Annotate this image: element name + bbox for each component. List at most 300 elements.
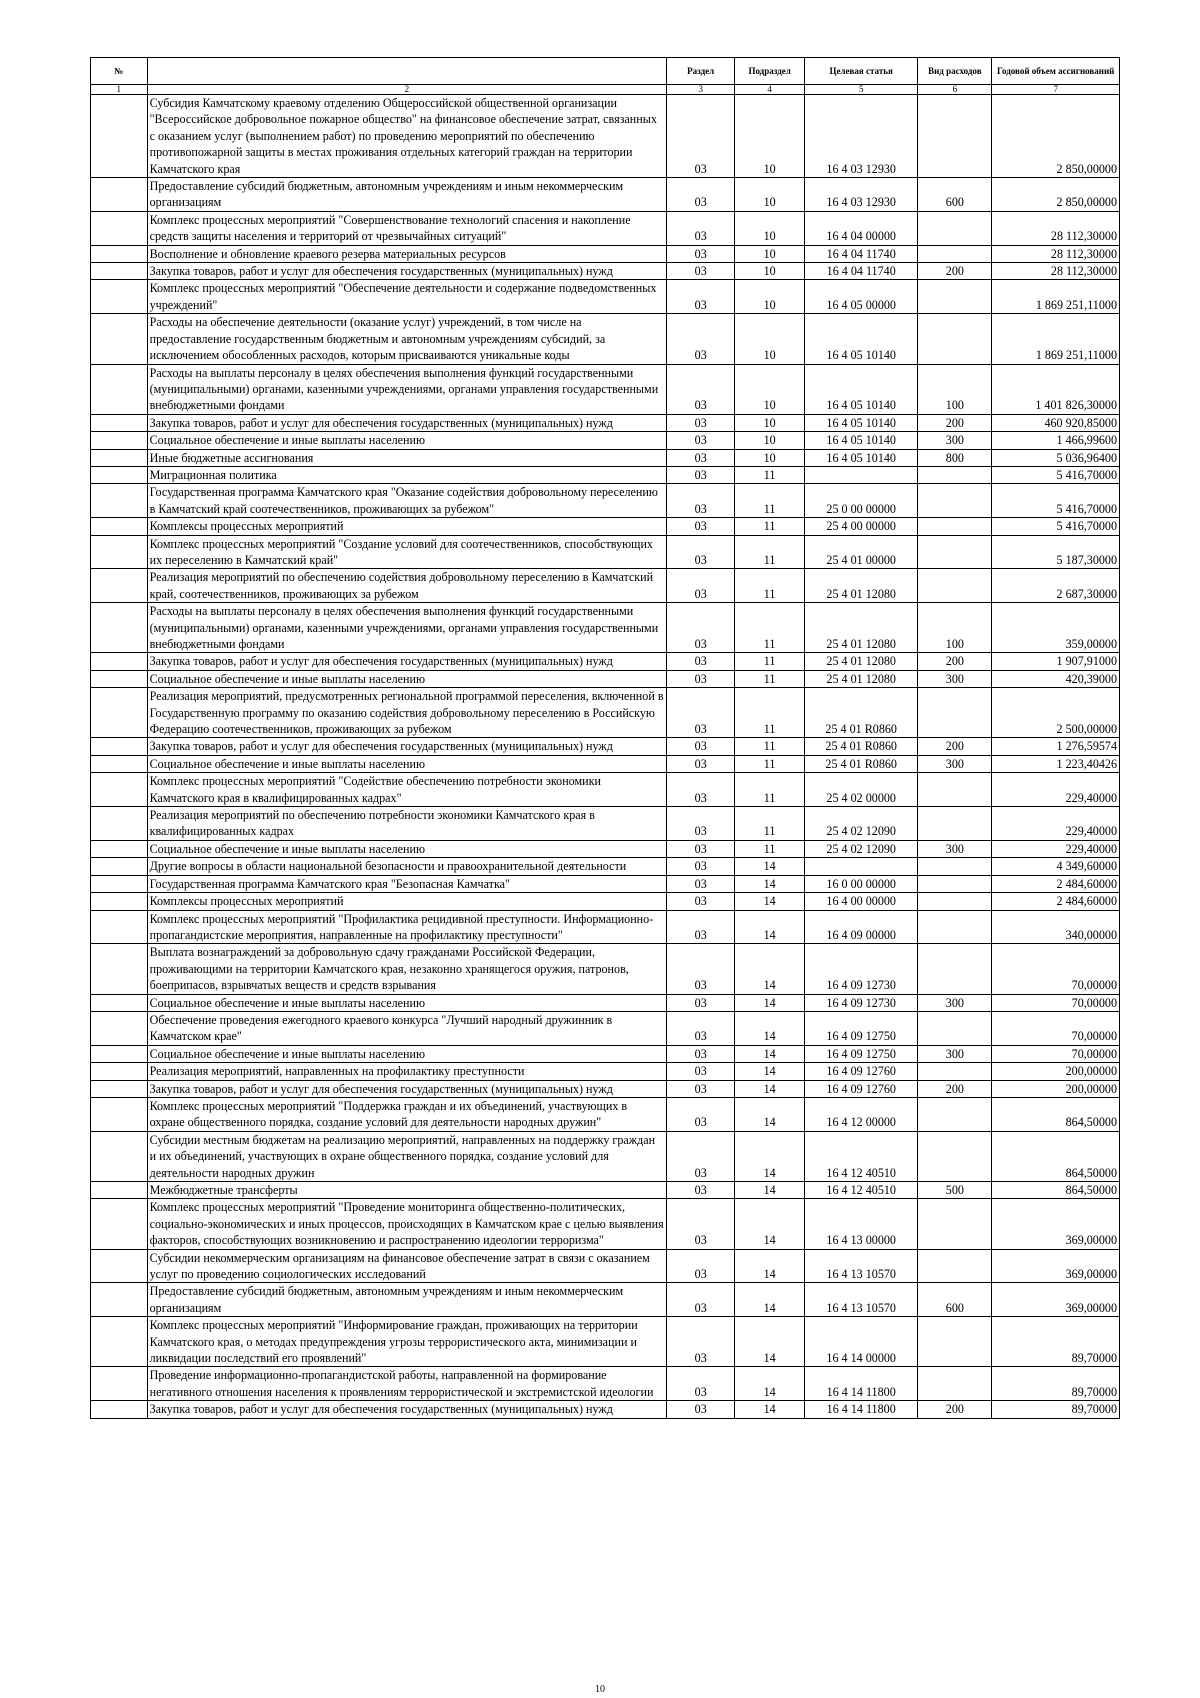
row-target-cell: 16 4 14 11800 xyxy=(805,1401,918,1418)
row-number-cell xyxy=(91,1097,148,1131)
table-row xyxy=(91,603,1120,653)
row-target-cell: 16 4 09 12750 xyxy=(805,1045,918,1062)
row-subsection-cell: 14 xyxy=(735,1182,805,1199)
table-row xyxy=(91,1080,1120,1097)
row-amount-cell: 369,00000 xyxy=(992,1283,1120,1317)
row-expense-type-cell xyxy=(918,893,992,910)
row-expense-type-cell: 800 xyxy=(918,449,992,466)
row-amount-cell: 200,00000 xyxy=(992,1063,1120,1080)
table-row xyxy=(91,1045,1120,1062)
table-row xyxy=(91,211,1120,245)
row-expense-type-cell xyxy=(918,1317,992,1367)
row-number-cell xyxy=(91,414,148,431)
table-row xyxy=(91,807,1120,841)
row-amount-cell: 1 276,59574 xyxy=(992,738,1120,755)
row-subsection-cell: 14 xyxy=(735,1131,805,1181)
row-amount-cell: 1 869 251,11000 xyxy=(992,280,1120,314)
row-number-cell xyxy=(91,1011,148,1045)
row-expense-type-cell: 600 xyxy=(918,1283,992,1317)
row-expense-type-cell: 600 xyxy=(918,178,992,212)
row-expense-type-cell: 300 xyxy=(918,994,992,1011)
row-name-cell: Субсидии местным бюджетам на реализацию мероприятий, направленных на поддержку граждан и их объединений, участвующих в охране общественного порядка, создание условий для деятельности народных дружин xyxy=(147,1131,667,1181)
row-expense-type-cell xyxy=(918,280,992,314)
row-amount-cell: 5 416,70000 xyxy=(992,484,1120,518)
row-amount-cell: 864,50000 xyxy=(992,1182,1120,1199)
column-index-cell: 1 xyxy=(91,85,148,95)
header-name xyxy=(147,58,667,85)
row-name-cell: Субсидии некоммерческим организациям на финансовое обеспечение затрат в связи с оказанием услуг по проведению социологических исследований xyxy=(147,1249,667,1283)
row-section-cell: 03 xyxy=(667,314,735,364)
row-target-cell: 16 4 12 40510 xyxy=(805,1182,918,1199)
row-number-cell xyxy=(91,314,148,364)
header-subsection: Подраздел xyxy=(735,58,805,85)
row-name-cell: Комплексы процессных мероприятий xyxy=(147,893,667,910)
row-expense-type-cell: 200 xyxy=(918,653,992,670)
row-section-cell: 03 xyxy=(667,1011,735,1045)
row-number-cell xyxy=(91,466,148,483)
row-name-cell: Предоставление субсидий бюджетным, автономным учреждениям и иным некоммерческим организациям xyxy=(147,178,667,212)
row-name-cell: Комплекс процессных мероприятий "Проведение мониторинга общественно-политических, социально-экономических и иных процессов, происходящих в Камчатском крае с целью выявления факторов, способствующих возникновению и распространению идеологии терроризма" xyxy=(147,1199,667,1249)
row-number-cell xyxy=(91,178,148,212)
row-name-cell: Закупка товаров, работ и услуг для обеспечения государственных (муниципальных) нужд xyxy=(147,1080,667,1097)
row-amount-cell: 2 484,60000 xyxy=(992,893,1120,910)
row-subsection-cell: 11 xyxy=(735,755,805,772)
row-amount-cell: 200,00000 xyxy=(992,1080,1120,1097)
budget-table xyxy=(90,57,1120,1419)
row-amount-cell: 1 401 826,30000 xyxy=(992,364,1120,414)
row-subsection-cell: 10 xyxy=(735,449,805,466)
row-subsection-cell: 10 xyxy=(735,211,805,245)
row-name-cell: Закупка товаров, работ и услуг для обеспечения государственных (муниципальных) нужд xyxy=(147,653,667,670)
row-target-cell: 25 4 02 12090 xyxy=(805,840,918,857)
row-subsection-cell: 14 xyxy=(735,1249,805,1283)
row-subsection-cell: 14 xyxy=(735,1063,805,1080)
row-expense-type-cell: 200 xyxy=(918,1401,992,1418)
table-row xyxy=(91,755,1120,772)
row-expense-type-cell xyxy=(918,535,992,569)
row-amount-cell: 369,00000 xyxy=(992,1249,1120,1283)
row-expense-type-cell xyxy=(918,484,992,518)
row-target-cell: 16 4 05 10140 xyxy=(805,449,918,466)
row-name-cell: Социальное обеспечение и иные выплаты населению xyxy=(147,670,667,687)
row-number-cell xyxy=(91,1063,148,1080)
row-subsection-cell: 14 xyxy=(735,875,805,892)
row-name-cell: Закупка товаров, работ и услуг для обеспечения государственных (муниципальных) нужд xyxy=(147,738,667,755)
table-row xyxy=(91,535,1120,569)
row-target-cell: 16 4 04 00000 xyxy=(805,211,918,245)
row-target-cell: 25 4 01 R0860 xyxy=(805,688,918,738)
row-section-cell: 03 xyxy=(667,245,735,262)
row-subsection-cell: 10 xyxy=(735,178,805,212)
row-name-cell: Субсидия Камчатскому краевому отделению Общероссийской общественной организации "Всероссийское добровольное пожарное общество" на финансовое обеспечение затрат, связанных с оказанием услуг (выполнением работ) по проведению мероприятий по обеспечению противопожарной защиты в местах проживания отдельных категорий граждан на территории Камчатского края xyxy=(147,95,667,178)
row-number-cell xyxy=(91,688,148,738)
row-target-cell: 16 4 09 12760 xyxy=(805,1063,918,1080)
row-target-cell: 16 0 00 00000 xyxy=(805,875,918,892)
row-target-cell: 25 4 01 12080 xyxy=(805,653,918,670)
row-amount-cell: 2 850,00000 xyxy=(992,178,1120,212)
row-number-cell xyxy=(91,1131,148,1181)
row-number-cell xyxy=(91,1249,148,1283)
row-amount-cell: 28 112,30000 xyxy=(992,245,1120,262)
row-number-cell xyxy=(91,1182,148,1199)
header-annual-amount: Годовой объем ассигнований xyxy=(992,58,1120,85)
row-expense-type-cell: 200 xyxy=(918,1080,992,1097)
row-number-cell xyxy=(91,432,148,449)
table-row xyxy=(91,1063,1120,1080)
row-target-cell: 16 4 14 11800 xyxy=(805,1367,918,1401)
row-name-cell: Социальное обеспечение и иные выплаты населению xyxy=(147,840,667,857)
row-expense-type-cell xyxy=(918,944,992,994)
row-number-cell xyxy=(91,840,148,857)
row-name-cell: Расходы на выплаты персоналу в целях обеспечения выполнения функций государственными (муниципальными) органами, казенными учреждениями, органами управления государственными внебюджетными фондами xyxy=(147,603,667,653)
row-target-cell: 16 4 12 40510 xyxy=(805,1131,918,1181)
row-subsection-cell: 10 xyxy=(735,432,805,449)
row-expense-type-cell: 300 xyxy=(918,1045,992,1062)
row-name-cell: Проведение информационно-пропагандистской работы, направленной на формирование негативного отношения населения к проявлениям террористической и экстремистской идеологии xyxy=(147,1367,667,1401)
row-section-cell: 03 xyxy=(667,484,735,518)
row-section-cell: 03 xyxy=(667,466,735,483)
row-section-cell: 03 xyxy=(667,518,735,535)
row-target-cell: 25 4 01 R0860 xyxy=(805,755,918,772)
row-subsection-cell: 14 xyxy=(735,1080,805,1097)
row-section-cell: 03 xyxy=(667,178,735,212)
row-name-cell: Государственная программа Камчатского края "Оказание содействия добровольному переселению в Камчатский край соотечественников, проживающих за рубежом" xyxy=(147,484,667,518)
row-section-cell: 03 xyxy=(667,1131,735,1181)
row-target-cell: 16 4 05 10140 xyxy=(805,364,918,414)
table-row xyxy=(91,994,1120,1011)
row-name-cell: Реализация мероприятий, предусмотренных региональной программой переселения, включенной в Государственную программу по оказанию содействия добровольному переселению в Российскую Федерацию соотечественников, проживающих за рубежом xyxy=(147,688,667,738)
row-subsection-cell: 10 xyxy=(735,263,805,280)
row-subsection-cell: 10 xyxy=(735,95,805,178)
header-expense-type: Вид расходов xyxy=(918,58,992,85)
column-index-cell: 7 xyxy=(992,85,1120,95)
row-expense-type-cell xyxy=(918,1367,992,1401)
row-section-cell: 03 xyxy=(667,603,735,653)
row-expense-type-cell xyxy=(918,910,992,944)
row-section-cell: 03 xyxy=(667,840,735,857)
row-target-cell: 16 4 12 00000 xyxy=(805,1097,918,1131)
row-expense-type-cell: 300 xyxy=(918,755,992,772)
row-expense-type-cell: 200 xyxy=(918,263,992,280)
row-number-cell xyxy=(91,1317,148,1367)
row-target-cell: 25 0 00 00000 xyxy=(805,484,918,518)
row-amount-cell: 229,40000 xyxy=(992,840,1120,857)
row-expense-type-cell xyxy=(918,466,992,483)
row-target-cell: 25 4 01 12080 xyxy=(805,670,918,687)
row-number-cell xyxy=(91,755,148,772)
row-name-cell: Закупка товаров, работ и услуг для обеспечения государственных (муниципальных) нужд xyxy=(147,1401,667,1418)
row-name-cell: Государственная программа Камчатского края "Безопасная Камчатка" xyxy=(147,875,667,892)
column-index-cell: 2 xyxy=(147,85,667,95)
row-subsection-cell: 14 xyxy=(735,893,805,910)
table-row xyxy=(91,263,1120,280)
table-row xyxy=(91,569,1120,603)
table-row xyxy=(91,773,1120,807)
row-section-cell: 03 xyxy=(667,893,735,910)
row-target-cell: 16 4 05 00000 xyxy=(805,280,918,314)
row-subsection-cell: 14 xyxy=(735,1317,805,1367)
row-target-cell: 16 4 05 10140 xyxy=(805,432,918,449)
row-section-cell: 03 xyxy=(667,688,735,738)
row-subsection-cell: 14 xyxy=(735,944,805,994)
row-target-cell: 16 4 09 00000 xyxy=(805,910,918,944)
row-name-cell: Межбюджетные трансферты xyxy=(147,1182,667,1199)
row-number-cell xyxy=(91,280,148,314)
table-row xyxy=(91,840,1120,857)
row-expense-type-cell xyxy=(918,1063,992,1080)
column-index-cell: 4 xyxy=(735,85,805,95)
row-subsection-cell: 11 xyxy=(735,518,805,535)
table-row xyxy=(91,95,1120,178)
row-section-cell: 03 xyxy=(667,1182,735,1199)
row-amount-cell: 420,39000 xyxy=(992,670,1120,687)
row-section-cell: 03 xyxy=(667,773,735,807)
row-amount-cell: 2 850,00000 xyxy=(992,95,1120,178)
row-expense-type-cell: 100 xyxy=(918,364,992,414)
row-name-cell: Другие вопросы в области национальной безопасности и правоохранительной деятельности xyxy=(147,858,667,875)
table-row xyxy=(91,1011,1120,1045)
row-subsection-cell: 14 xyxy=(735,1045,805,1062)
table-row xyxy=(91,178,1120,212)
table-row xyxy=(91,280,1120,314)
row-name-cell: Реализация мероприятий, направленных на профилактику преступности xyxy=(147,1063,667,1080)
row-subsection-cell: 14 xyxy=(735,858,805,875)
row-target-cell: 25 4 01 12080 xyxy=(805,569,918,603)
row-name-cell: Комплекс процессных мероприятий "Поддержка граждан и их объединений, участвующих в охране общественного порядка, создание условий для деятельности народных дружин" xyxy=(147,1097,667,1131)
row-target-cell: 16 4 05 10140 xyxy=(805,314,918,364)
row-section-cell: 03 xyxy=(667,858,735,875)
row-target-cell: 16 4 09 12730 xyxy=(805,944,918,994)
row-amount-cell: 5 036,96400 xyxy=(992,449,1120,466)
row-number-cell xyxy=(91,875,148,892)
table-row xyxy=(91,893,1120,910)
row-target-cell: 16 4 13 10570 xyxy=(805,1249,918,1283)
row-number-cell xyxy=(91,1080,148,1097)
row-amount-cell: 1 223,40426 xyxy=(992,755,1120,772)
row-number-cell xyxy=(91,1401,148,1418)
row-section-cell: 03 xyxy=(667,994,735,1011)
row-name-cell: Комплекс процессных мероприятий "Содействие обеспечению потребности экономики Камчатского края в квалифицированных кадрах" xyxy=(147,773,667,807)
table-row xyxy=(91,1401,1120,1418)
row-amount-cell: 340,00000 xyxy=(992,910,1120,944)
table-row xyxy=(91,670,1120,687)
row-expense-type-cell xyxy=(918,688,992,738)
table-body xyxy=(91,95,1120,1419)
table-row xyxy=(91,944,1120,994)
row-section-cell: 03 xyxy=(667,95,735,178)
row-number-cell xyxy=(91,211,148,245)
row-amount-cell: 70,00000 xyxy=(992,1011,1120,1045)
row-number-cell xyxy=(91,535,148,569)
table-header xyxy=(91,58,1120,95)
row-expense-type-cell xyxy=(918,569,992,603)
row-name-cell: Миграционная политика xyxy=(147,466,667,483)
row-subsection-cell: 14 xyxy=(735,910,805,944)
row-section-cell: 03 xyxy=(667,1063,735,1080)
row-section-cell: 03 xyxy=(667,280,735,314)
row-number-cell xyxy=(91,484,148,518)
row-target-cell: 16 4 05 10140 xyxy=(805,414,918,431)
row-target-cell: 25 4 02 12090 xyxy=(805,807,918,841)
row-target-cell: 25 4 01 00000 xyxy=(805,535,918,569)
row-subsection-cell: 11 xyxy=(735,603,805,653)
table-row xyxy=(91,1131,1120,1181)
row-expense-type-cell: 300 xyxy=(918,432,992,449)
row-name-cell: Комплекс процессных мероприятий "Информирование граждан, проживающих на территории Камчатского края, о методах предупреждения угрозы террористического акта, минимизации и ликвидации последствий его проявлений" xyxy=(147,1317,667,1367)
row-target-cell xyxy=(805,858,918,875)
row-name-cell: Реализация мероприятий по обеспечению содействия добровольному переселению в Камчатский край, соотечественников, проживающих за рубежом xyxy=(147,569,667,603)
row-amount-cell: 70,00000 xyxy=(992,994,1120,1011)
row-number-cell xyxy=(91,1199,148,1249)
row-amount-cell: 89,70000 xyxy=(992,1367,1120,1401)
row-name-cell: Обеспечение проведения ежегодного краевого конкурса "Лучший народный дружинник в Камчатском крае" xyxy=(147,1011,667,1045)
row-name-cell: Предоставление субсидий бюджетным, автономным учреждениям и иным некоммерческим организациям xyxy=(147,1283,667,1317)
row-subsection-cell: 10 xyxy=(735,314,805,364)
row-amount-cell: 229,40000 xyxy=(992,807,1120,841)
row-name-cell: Реализация мероприятий по обеспечению потребности экономики Камчатского края в квалифицированных кадрах xyxy=(147,807,667,841)
table-row xyxy=(91,1249,1120,1283)
table-row xyxy=(91,518,1120,535)
row-name-cell: Комплекс процессных мероприятий "Совершенствование технологий спасения и накопление средств защиты населения и территорий от чрезвычайных ситуаций" xyxy=(147,211,667,245)
table-row xyxy=(91,1317,1120,1367)
row-expense-type-cell xyxy=(918,773,992,807)
column-index-cell: 6 xyxy=(918,85,992,95)
row-number-cell xyxy=(91,944,148,994)
row-amount-cell: 5 416,70000 xyxy=(992,466,1120,483)
row-subsection-cell: 14 xyxy=(735,994,805,1011)
row-number-cell xyxy=(91,364,148,414)
table-row xyxy=(91,858,1120,875)
row-section-cell: 03 xyxy=(667,1249,735,1283)
row-target-cell: 16 4 03 12930 xyxy=(805,95,918,178)
row-expense-type-cell xyxy=(918,245,992,262)
row-section-cell: 03 xyxy=(667,414,735,431)
row-number-cell xyxy=(91,910,148,944)
row-target-cell: 16 4 14 00000 xyxy=(805,1317,918,1367)
row-subsection-cell: 11 xyxy=(735,807,805,841)
row-expense-type-cell xyxy=(918,1249,992,1283)
row-expense-type-cell: 300 xyxy=(918,840,992,857)
row-amount-cell: 864,50000 xyxy=(992,1131,1120,1181)
row-subsection-cell: 14 xyxy=(735,1199,805,1249)
document-page xyxy=(90,57,1120,1419)
row-subsection-cell: 10 xyxy=(735,280,805,314)
row-number-cell xyxy=(91,738,148,755)
row-amount-cell: 864,50000 xyxy=(992,1097,1120,1131)
row-name-cell: Социальное обеспечение и иные выплаты населению xyxy=(147,1045,667,1062)
row-subsection-cell: 10 xyxy=(735,414,805,431)
row-subsection-cell: 11 xyxy=(735,484,805,518)
row-number-cell xyxy=(91,807,148,841)
row-amount-cell: 89,70000 xyxy=(992,1317,1120,1367)
row-amount-cell: 89,70000 xyxy=(992,1401,1120,1418)
row-section-cell: 03 xyxy=(667,1283,735,1317)
row-amount-cell: 28 112,30000 xyxy=(992,263,1120,280)
row-name-cell: Расходы на обеспечение деятельности (оказание услуг) учреждений, в том числе на предоставление государственным бюджетным и автономным учреждениям субсидий, за исключением обособленных расходов, которым присваиваются уникальные коды xyxy=(147,314,667,364)
row-expense-type-cell xyxy=(918,1199,992,1249)
row-target-cell: 16 4 09 12750 xyxy=(805,1011,918,1045)
table-row xyxy=(91,653,1120,670)
table-row xyxy=(91,910,1120,944)
row-subsection-cell: 14 xyxy=(735,1011,805,1045)
row-section-cell: 03 xyxy=(667,875,735,892)
row-target-cell: 16 4 03 12930 xyxy=(805,178,918,212)
row-amount-cell: 460 920,85000 xyxy=(992,414,1120,431)
row-number-cell xyxy=(91,893,148,910)
row-name-cell: Иные бюджетные ассигнования xyxy=(147,449,667,466)
row-target-cell: 25 4 01 12080 xyxy=(805,603,918,653)
row-expense-type-cell: 500 xyxy=(918,1182,992,1199)
row-expense-type-cell: 200 xyxy=(918,738,992,755)
table-row xyxy=(91,314,1120,364)
row-target-cell: 25 4 02 00000 xyxy=(805,773,918,807)
header-number: № xyxy=(91,58,148,85)
row-target-cell: 25 4 01 R0860 xyxy=(805,738,918,755)
row-expense-type-cell xyxy=(918,858,992,875)
header-target-article: Целевая статья xyxy=(805,58,918,85)
row-subsection-cell: 14 xyxy=(735,1401,805,1418)
row-section-cell: 03 xyxy=(667,449,735,466)
row-subsection-cell: 11 xyxy=(735,653,805,670)
row-section-cell: 03 xyxy=(667,1367,735,1401)
table-row xyxy=(91,245,1120,262)
row-section-cell: 03 xyxy=(667,1199,735,1249)
row-number-cell xyxy=(91,569,148,603)
table-row xyxy=(91,1367,1120,1401)
row-number-cell xyxy=(91,653,148,670)
row-section-cell: 03 xyxy=(667,807,735,841)
row-number-cell xyxy=(91,773,148,807)
row-subsection-cell: 14 xyxy=(735,1283,805,1317)
row-name-cell: Расходы на выплаты персоналу в целях обеспечения выполнения функций государственными (муниципальными) органами, казенными учреждениями, органами управления государственными внебюджетными фондами xyxy=(147,364,667,414)
row-expense-type-cell xyxy=(918,211,992,245)
table-row xyxy=(91,1199,1120,1249)
row-name-cell: Социальное обеспечение и иные выплаты населению xyxy=(147,755,667,772)
row-expense-type-cell xyxy=(918,518,992,535)
table-row xyxy=(91,414,1120,431)
table-row xyxy=(91,432,1120,449)
row-name-cell: Социальное обеспечение и иные выплаты населению xyxy=(147,994,667,1011)
row-expense-type-cell: 200 xyxy=(918,414,992,431)
row-name-cell: Комплексы процессных мероприятий xyxy=(147,518,667,535)
table-row xyxy=(91,1283,1120,1317)
row-section-cell: 03 xyxy=(667,1080,735,1097)
row-subsection-cell: 11 xyxy=(735,738,805,755)
row-section-cell: 03 xyxy=(667,1401,735,1418)
row-subsection-cell: 14 xyxy=(735,1097,805,1131)
table-row xyxy=(91,875,1120,892)
row-amount-cell: 2 687,30000 xyxy=(992,569,1120,603)
table-row xyxy=(91,364,1120,414)
table-row xyxy=(91,688,1120,738)
row-subsection-cell: 10 xyxy=(735,245,805,262)
row-amount-cell: 1 907,91000 xyxy=(992,653,1120,670)
row-number-cell xyxy=(91,518,148,535)
row-number-cell xyxy=(91,670,148,687)
row-number-cell xyxy=(91,263,148,280)
row-target-cell: 16 4 09 12730 xyxy=(805,994,918,1011)
row-subsection-cell: 11 xyxy=(735,670,805,687)
row-expense-type-cell: 300 xyxy=(918,670,992,687)
row-target-cell xyxy=(805,466,918,483)
row-number-cell xyxy=(91,858,148,875)
table-row xyxy=(91,449,1120,466)
row-expense-type-cell xyxy=(918,95,992,178)
column-index-row xyxy=(91,85,1120,95)
row-expense-type-cell xyxy=(918,1097,992,1131)
row-amount-cell: 70,00000 xyxy=(992,944,1120,994)
row-amount-cell: 5 187,30000 xyxy=(992,535,1120,569)
